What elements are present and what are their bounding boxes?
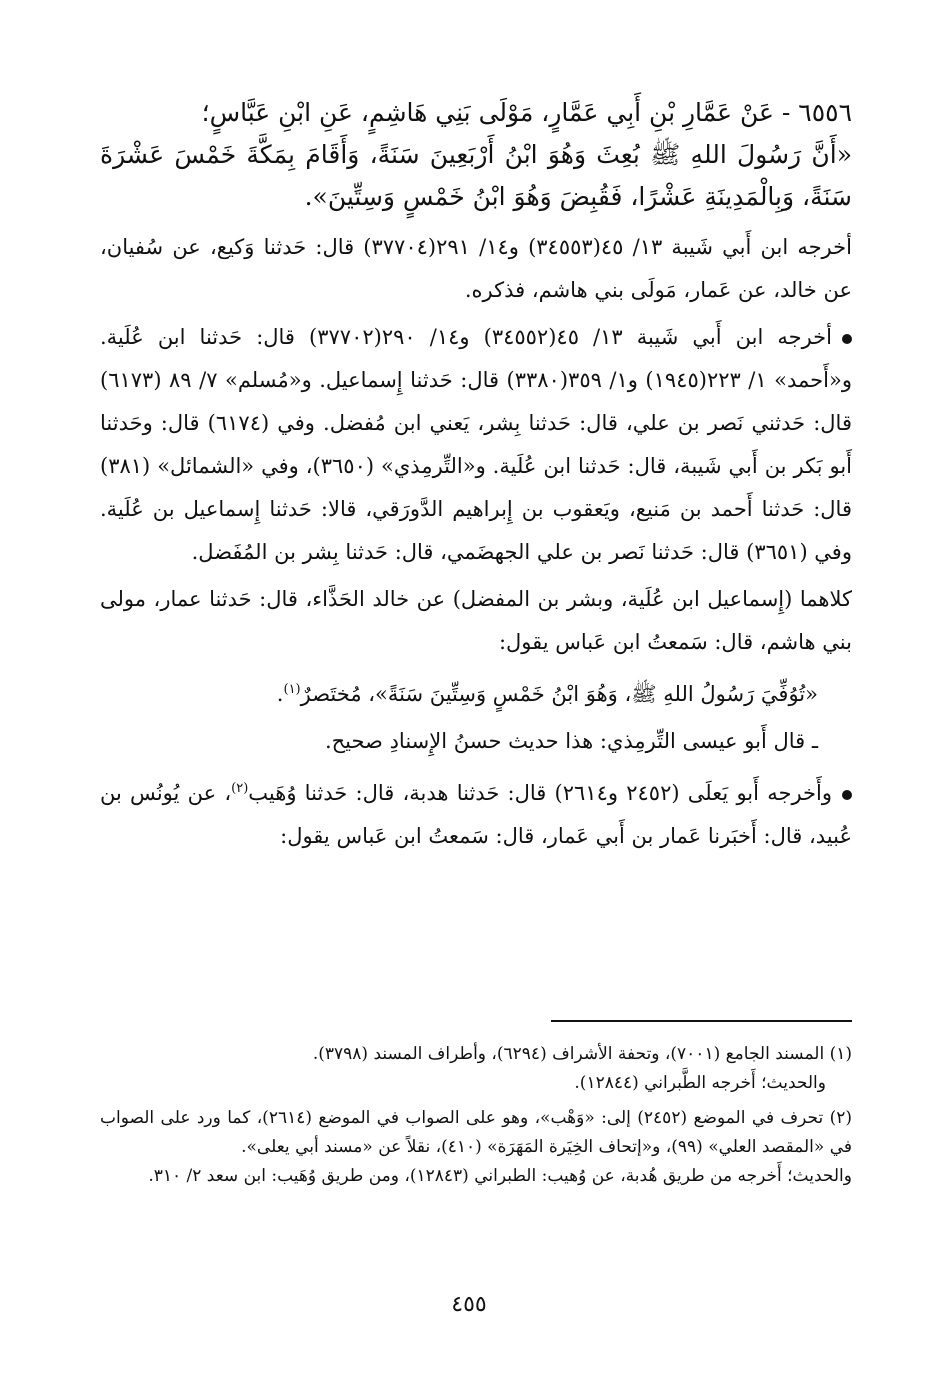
quoted-hadith-end: . <box>276 682 284 706</box>
footnote-divider <box>551 1020 852 1022</box>
hadith-heading: ٦٥٥٦ - عَنْ عَمَّارِ بْنِ أَبِي عَمَّارٍ، مَوْلَى بَنِي هَاشِمٍ، عَنِ ابْنِ عَبَّاسٍ؛ <box>201 98 852 127</box>
main-text-block <box>100 92 852 862</box>
takhrij-paragraph-4-start: وأَخرجه أَبو يَعلَى (٢٤٥٢ و٢٦١٤) قال: حَدثنا هدبة، قال: حَدثنا وُهَيب <box>248 781 832 805</box>
footnotes <box>100 1040 852 1197</box>
footnote-2-line-2: والحديث؛ أَخرجه من طريق هُدبة، عن وُهيب: الطبراني (١٢٨٤٣)، ومن طريق وُهَيب: ابن سعد ٢/ ٣١٠. <box>148 1166 852 1186</box>
quoted-hadith-text: «تُوُفِّيَ رَسُولُ اللهِ ﷺ، وَهُوَ ابْنُ خَمْسٍ وَسِتِّينَ سَنَةً»، مُختَصرٌ <box>300 682 818 706</box>
footnote-2-line-1: (٢) تحرف في الموضع (٢٤٥٢) إلى: «وَهْب»، وهو على الصواب في الموضع (٢٦١٤)، كما ورد على الصواب في «المقصد العلي» (٩٩)، و«إتحاف الخِيَرة المَهَرَة» (٤١٠)، نقلاً عن «مسند أبي يعلى». <box>100 1108 853 1157</box>
takhrij-paragraph-1: أخرجه ابن أَبي شَيبة ١٣/ ٤٥(٣٤٥٥٣) و١٤/ ٢٩١(٣٧٧٠٤) قال: حَدثنا وَكيع، عن سُفيان، عن خالد، عن عَمار، مَولَى بني هاشم، فذكره. <box>100 235 852 302</box>
footnote-2 <box>100 1104 852 1191</box>
page-number: ٤٥٥ <box>451 1292 487 1317</box>
footnote-ref-1: (١) <box>283 682 301 697</box>
takhrij-paragraph-2-text: أخرجه ابن أَبي شَيبة ١٣/ ٤٥(٣٤٥٥٢) و١٤/ ٢٩٠(٣٧٧٠٢) قال: حَدثنا ابن عُلَية. و«أَحمد» ١/ ٢٢٣(١٩٤٥) و١/ ٣٥٩(٣٣٨٠) قال: حَدثنا إِسماعيل. و«مُسلم» ٧/ ٨٩ (٦١٧٣) قال: حَدثني نَصر بن علي، قال: حَدثنا بِشر، يَعني ابن مُفضل. وفي (٦١٧٤) قال: وحَدثنا أَبو بَكر بن أَبي شَيبة، قال: حَدثنا ابن عُلَية. و«التِّرمِذي» (٣٦٥٠)، وفي «الشمائل» (٣٨١) قال: حَدثنا أَحمد بن مَنيع، ويَعقوب بن إِبراهيم الدَّورَقي، قالا: حَدثنا إِسماعيل بن عُلَية. وفي (٣٦٥١) قال: حَدثنا نَصر بن علي الجهضَمي، قال: حَدثنا بِشر بن المُفَضل. <box>100 325 852 564</box>
takhrij-paragraph-3: كلاهما (إِسماعيل ابن عُلَية، وبشر بن المفضل) عن خالد الحَذَّاء، قال: حَدثنا عمار، مولى بني هاشم، قال: سَمعتُ ابن عَباس يقول: <box>100 587 852 654</box>
footnote-1-line-2: والحديث؛ أَخرجه الطَّبراني (١٢٨٤٤). <box>574 1073 826 1093</box>
bullet-icon <box>842 334 852 344</box>
tirmidhi-grading: ـ قال أَبو عيسى التِّرمِذي: هذا حديث حسنُ الإِسنادِ صحيح. <box>324 729 818 753</box>
footnote-ref-2: (٢) <box>231 781 249 796</box>
footnote-1-line-1: (١) المسند الجامع (٧٠٠١)، وتحفة الأشراف (٦٢٩٤)، وأطراف المسند (٣٧٩٨). <box>312 1044 852 1064</box>
takhrij-paragraph-4-end: ، عن يُونُس بن عُبيد، قال: أَخبَرنا عَمار بن أَبي عَمار، قال: سَمعتُ ابن عَباس يقول: <box>100 781 852 848</box>
quoted-hadith <box>100 668 852 716</box>
hadith-text: «أَنَّ رَسُولَ اللهِ ﷺ بُعِثَ وَهُوَ ابْنُ أَرْبَعِينَ سَنَةً، وَأَقَامَ بِمَكَّةَ خَمْسَ عَشْرَةَ سَنَةً، وَبِالْمَدِينَةِ عَشْرًا، فَقُبِضَ وَهُوَ ابْنُ خَمْسٍ وَسِتِّينَ». <box>100 140 852 211</box>
footnote-1 <box>100 1040 852 1098</box>
bullet-icon <box>842 790 852 800</box>
takhrij-paragraph-4 <box>100 767 852 858</box>
takhrij-paragraph-2 <box>100 316 852 574</box>
